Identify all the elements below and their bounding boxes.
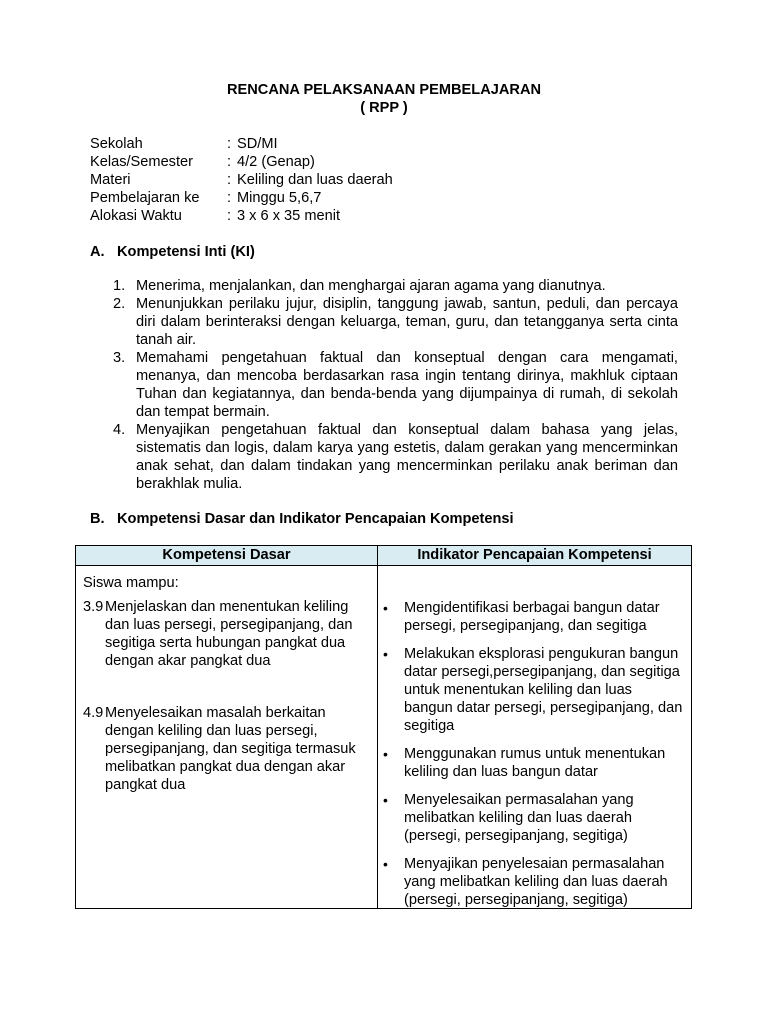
column-divider (377, 546, 378, 908)
kd-text-content: Menyelesaikan masalah berkaitan dengan keliling dan luas persegi, persegipanjang, dan segitiga termasuk melibatkan pangkat dua dengan akar pangkat dua (105, 705, 356, 793)
info-colon: : (227, 154, 232, 170)
document-title: RENCANA PELAKSANAAN PEMBELAJARAN (226, 82, 542, 98)
info-value: Keliling dan luas daerah (237, 172, 393, 188)
indicator-text: Mengidentifikasi berbagai bangun datar persegi, persegipanjang, dan segitiga (404, 600, 660, 634)
competency-table (75, 545, 692, 909)
indicator-text: Menggunakan rumus untuk menentukan keliling dan luas bangun datar (404, 746, 666, 780)
info-value: 4/2 (Genap) (237, 154, 315, 170)
indicator-item (383, 645, 683, 735)
info-value: Minggu 5,6,7 (237, 190, 322, 206)
info-label: Sekolah (90, 136, 143, 152)
ki-list (113, 277, 678, 493)
header-indikator: Indikator Pencapaian Kompetensi (417, 547, 652, 563)
list-text: Menunjukkan perilaku jujur, disiplin, tanggung jawab, santun, peduli, dan percaya diri dalam berinteraksi dengan keluarga, teman, guru, dan tetangganya serta cinta tanah air. (136, 296, 678, 348)
bullet-icon: • (383, 792, 388, 808)
list-number: 2. (113, 296, 126, 312)
info-value: 3 x 6 x 35 menit (237, 208, 341, 224)
bullet-icon: • (383, 646, 388, 662)
indicator-column (383, 599, 683, 919)
kd-text (83, 704, 373, 794)
section-b-heading (90, 510, 514, 528)
list-item (113, 421, 678, 493)
indicator-text: Menyelesaikan permasalahan yang melibatkan keliling dan luas daerah (persegi, persegipanjang, segitiga) (404, 792, 634, 844)
list-number: 4. (113, 422, 126, 438)
list-item (113, 349, 678, 421)
list-text: Memahami pengetahuan faktual dan konseptual dengan cara mengamati, menanya, dan mencoba berdasarkan rasa ingin tentang dirinya, makhluk ciptaan Tuhan dan kegiatannya, dan benda-benda yang dijumpainya di rumah, di sekolah dan tempat bermain. (136, 350, 678, 420)
list-item (113, 295, 678, 349)
kd-item (83, 704, 373, 794)
header-kompetensi-dasar: Kompetensi Dasar (162, 547, 291, 563)
list-number: 3. (113, 350, 126, 366)
bullet-icon: • (383, 600, 388, 616)
section-number: B. (90, 511, 105, 527)
list-text: Menerima, menjalankan, dan menghargai ajaran agama yang dianutnya. (136, 278, 606, 294)
indicator-text: Melakukan eksplorasi pengukuran bangun datar persegi,persegipanjang, dan segitiga untuk menentukan keliling dan luas bangun datar persegi, persegipanjang, dan segitiga (404, 646, 683, 734)
kd-item (83, 598, 373, 670)
indicator-item (383, 855, 683, 909)
list-number: 1. (113, 278, 126, 294)
bullet-icon: • (383, 856, 388, 872)
info-label: Kelas/Semester (90, 154, 194, 170)
info-label: Alokasi Waktu (90, 208, 182, 224)
bullet-icon: • (383, 746, 388, 762)
info-label: Pembelajaran ke (90, 190, 200, 206)
kd-lead: Siswa mampu: (83, 575, 179, 591)
kd-code: 4.9 (83, 705, 104, 721)
info-value: SD/MI (237, 136, 278, 152)
indicator-item (383, 745, 683, 781)
info-colon: : (227, 208, 232, 224)
document-subtitle: ( RPP ) (360, 100, 408, 116)
list-text: Menyajikan pengetahuan faktual dan konseptual dalam bahasa yang jelas, sistematis dan logis, dalam karya yang estetis, dalam gerakan yang mencerminkan anak sehat, dan dalam tindakan yang mencerminkan perilaku anak beriman dan berakhlak mulia. (136, 422, 678, 492)
info-colon: : (227, 172, 232, 188)
section-a-heading (90, 243, 255, 261)
kd-code: 3.9 (83, 599, 104, 615)
section-title: Kompetensi Dasar dan Indikator Pencapaian Kompetensi (117, 511, 514, 527)
indicator-item (383, 791, 683, 845)
section-number: A. (90, 244, 105, 260)
list-item (113, 277, 678, 295)
indicator-item (383, 599, 683, 635)
kd-column (83, 574, 373, 793)
info-label: Materi (90, 172, 131, 188)
indicator-text: Menyajikan penyelesaian permasalahan yang melibatkan keliling dan luas daerah (persegi, persegipanjang, segitiga) (404, 856, 668, 908)
kd-text-content: Menjelaskan dan menentukan keliling dan luas persegi, persegipanjang, dan segitiga serta hubungan pangkat dua dengan akar pangkat dua (105, 599, 353, 669)
info-colon: : (227, 190, 232, 206)
kd-text (83, 598, 373, 670)
section-title: Kompetensi Inti (KI) (117, 244, 255, 260)
table-header (76, 546, 691, 566)
info-colon: : (227, 136, 232, 152)
